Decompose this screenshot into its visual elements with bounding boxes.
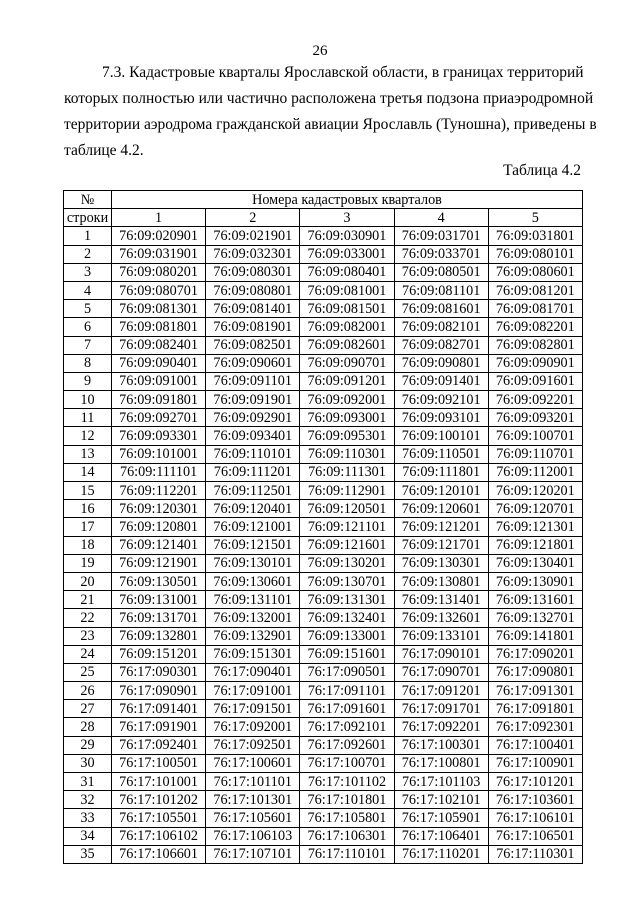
column-number: 2: [206, 209, 300, 227]
cadastral-number-cell: 76:09:132701: [488, 609, 582, 627]
row-number-cell: 1: [64, 227, 112, 245]
cadastral-number-cell: 76:17:092601: [300, 736, 394, 754]
page-number: 26: [312, 43, 328, 59]
table-row: [64, 591, 583, 609]
table-row: [64, 718, 583, 736]
row-number-cell: 20: [64, 572, 112, 590]
row-number-cell: 2: [64, 245, 112, 263]
table-row: [64, 391, 583, 409]
table-row: [64, 791, 583, 809]
table-row: [64, 227, 583, 245]
cadastral-number-cell: 76:09:121901: [112, 554, 206, 572]
cadastral-number-cell: 76:17:100301: [394, 736, 488, 754]
cadastral-number-cell: 76:09:092001: [300, 391, 394, 409]
row-number-cell: 7: [64, 336, 112, 354]
table-row: [64, 245, 583, 263]
cadastral-number-cell: 76:09:130801: [394, 572, 488, 590]
cadastral-number-cell: 76:09:082001: [300, 318, 394, 336]
cadastral-number-cell: 76:17:110101: [300, 845, 394, 863]
cadastral-number-cell: 76:09:082501: [206, 336, 300, 354]
cadastral-number-cell: 76:09:121801: [488, 536, 582, 554]
cadastral-number-cell: 76:17:110201: [394, 845, 488, 863]
cadastral-number-cell: 76:09:110701: [488, 445, 582, 463]
row-number-cell: 32: [64, 791, 112, 809]
cadastral-number-cell: 76:09:020901: [112, 227, 206, 245]
cadastral-number-cell: 76:17:100801: [394, 754, 488, 772]
table-row: [64, 700, 583, 718]
cadastral-number-cell: 76:09:112001: [488, 463, 582, 481]
row-number-cell: 27: [64, 700, 112, 718]
row-number-cell: 5: [64, 300, 112, 318]
cadastral-number-cell: 76:09:021901: [206, 227, 300, 245]
cadastral-number-cell: 76:09:120501: [300, 500, 394, 518]
cadastral-number-cell: 76:09:120601: [394, 500, 488, 518]
cadastral-number-cell: 76:17:091401: [112, 700, 206, 718]
paragraph-line: которых полностью или частично расположена третья подзона приаэродромной: [64, 90, 594, 107]
cadastral-number-cell: 76:17:091101: [300, 682, 394, 700]
cadastral-number-cell: 76:09:091801: [112, 391, 206, 409]
cadastral-number-cell: 76:09:112201: [112, 482, 206, 500]
cadastral-number-cell: 76:17:100701: [300, 754, 394, 772]
cadastral-number-cell: 76:09:111301: [300, 463, 394, 481]
row-number-cell: 34: [64, 827, 112, 845]
row-number-cell: 31: [64, 773, 112, 791]
cadastral-number-cell: 76:17:101001: [112, 773, 206, 791]
row-number-cell: 15: [64, 482, 112, 500]
cadastral-number-cell: 76:09:093301: [112, 427, 206, 445]
cadastral-number-cell: 76:09:082701: [394, 336, 488, 354]
row-number-cell: 18: [64, 536, 112, 554]
row-number-cell: 8: [64, 354, 112, 372]
row-number-cell: 12: [64, 427, 112, 445]
cadastral-number-cell: 76:09:141801: [488, 627, 582, 645]
cadastral-number-cell: 76:09:110101: [206, 445, 300, 463]
cadastral-number-cell: 76:09:081801: [112, 318, 206, 336]
cadastral-number-cell: 76:09:082801: [488, 336, 582, 354]
cadastral-number-cell: 76:17:091001: [206, 682, 300, 700]
cadastral-number-cell: 76:17:100601: [206, 754, 300, 772]
table-row: [64, 572, 583, 590]
cadastral-number-cell: 76:09:132601: [394, 609, 488, 627]
cadastral-number-cell: 76:09:111101: [112, 463, 206, 481]
cadastral-number-cell: 76:09:081501: [300, 300, 394, 318]
cadastral-number-cell: 76:09:130901: [488, 572, 582, 590]
row-number-cell: 30: [64, 754, 112, 772]
cadastral-number-cell: 76:09:091901: [206, 391, 300, 409]
cadastral-number-cell: 76:09:081201: [488, 281, 582, 299]
table-row: [64, 281, 583, 299]
cadastral-number-cell: 76:09:081001: [300, 281, 394, 299]
cadastral-number-cell: 76:17:110301: [488, 845, 582, 863]
table-row: [64, 427, 583, 445]
cadastral-number-cell: 76:09:031901: [112, 245, 206, 263]
cadastral-number-cell: 76:17:107101: [206, 845, 300, 863]
cadastral-number-cell: 76:17:090801: [488, 663, 582, 681]
cadastral-number-cell: 76:17:105501: [112, 809, 206, 827]
cadastral-number-cell: 76:09:033001: [300, 245, 394, 263]
cadastral-number-cell: 76:09:093401: [206, 427, 300, 445]
cadastral-number-cell: 76:09:090901: [488, 354, 582, 372]
cadastral-number-cell: 76:09:132901: [206, 627, 300, 645]
cadastral-number-cell: 76:17:105901: [394, 809, 488, 827]
table-subheader-row: [64, 209, 583, 227]
row-number-cell: 25: [64, 663, 112, 681]
cadastral-number-cell: 76:17:090501: [300, 663, 394, 681]
cadastral-number-cell: 76:09:131601: [488, 591, 582, 609]
cadastral-number-cell: 76:09:111801: [394, 463, 488, 481]
table-row: [64, 300, 583, 318]
cadastral-number-cell: 76:09:082101: [394, 318, 488, 336]
table-header-row: [64, 191, 583, 209]
cadastral-number-cell: 76:17:106301: [300, 827, 394, 845]
table-row: [64, 445, 583, 463]
cadastral-number-cell: 76:09:032301: [206, 245, 300, 263]
cadastral-number-cell: 76:17:090901: [112, 682, 206, 700]
cadastral-number-cell: 76:17:092101: [300, 718, 394, 736]
cadastral-number-cell: 76:09:130401: [488, 554, 582, 572]
cadastral-number-cell: 76:09:082601: [300, 336, 394, 354]
cadastral-number-cell: 76:09:080601: [488, 263, 582, 281]
cadastral-number-cell: 76:09:081701: [488, 300, 582, 318]
table-row: [64, 500, 583, 518]
table-row: [64, 536, 583, 554]
table-row: [64, 627, 583, 645]
table-row: [64, 463, 583, 481]
row-number-cell: 9: [64, 372, 112, 390]
cadastral-number-cell: 76:09:093001: [300, 409, 394, 427]
table-row: [64, 263, 583, 281]
cadastral-number-cell: 76:17:092201: [394, 718, 488, 736]
header-number: №: [64, 191, 112, 209]
cadastral-number-cell: 76:09:120401: [206, 500, 300, 518]
cadastral-number-cell: 76:09:121001: [206, 518, 300, 536]
row-number-cell: 22: [64, 609, 112, 627]
cadastral-number-cell: 76:09:132401: [300, 609, 394, 627]
cadastral-number-cell: 76:09:112901: [300, 482, 394, 500]
cadastral-number-cell: 76:09:080201: [112, 263, 206, 281]
cadastral-number-cell: 76:09:110301: [300, 445, 394, 463]
cadastral-number-cell: 76:09:111201: [206, 463, 300, 481]
table-row: [64, 609, 583, 627]
cadastral-number-cell: 76:09:112501: [206, 482, 300, 500]
cadastral-number-cell: 76:09:151201: [112, 645, 206, 663]
cadastral-number-cell: 76:09:120701: [488, 500, 582, 518]
cadastral-number-cell: 76:17:106102: [112, 827, 206, 845]
cadastral-number-cell: 76:09:080401: [300, 263, 394, 281]
cadastral-number-cell: 76:09:121501: [206, 536, 300, 554]
table-row: [64, 354, 583, 372]
cadastral-number-cell: 76:17:101201: [488, 773, 582, 791]
cadastral-number-cell: 76:09:132001: [206, 609, 300, 627]
cadastral-number-cell: 76:09:093101: [394, 409, 488, 427]
cadastral-number-cell: 76:17:105801: [300, 809, 394, 827]
row-number-cell: 11: [64, 409, 112, 427]
cadastral-number-cell: 76:09:110501: [394, 445, 488, 463]
row-number-cell: 21: [64, 591, 112, 609]
cadastral-number-cell: 76:09:081301: [112, 300, 206, 318]
cadastral-number-cell: 76:09:080301: [206, 263, 300, 281]
paragraph: [64, 60, 597, 164]
table-row: [64, 518, 583, 536]
table-row: [64, 645, 583, 663]
cadastral-number-cell: 76:09:092201: [488, 391, 582, 409]
cadastral-number-cell: 76:09:082201: [488, 318, 582, 336]
cadastral-number-cell: 76:17:101301: [206, 791, 300, 809]
cadastral-number-cell: 76:09:133001: [300, 627, 394, 645]
cadastral-number-cell: 76:09:092701: [112, 409, 206, 427]
cadastral-number-cell: 76:17:105601: [206, 809, 300, 827]
cadastral-number-cell: 76:09:082401: [112, 336, 206, 354]
cadastral-number-cell: 76:09:130201: [300, 554, 394, 572]
row-number-cell: 35: [64, 845, 112, 863]
cadastral-number-cell: 76:17:101101: [206, 773, 300, 791]
cadastral-number-cell: 76:09:091601: [488, 372, 582, 390]
cadastral-number-cell: 76:17:092001: [206, 718, 300, 736]
cadastral-number-cell: 76:09:092101: [394, 391, 488, 409]
cadastral-number-cell: 76:17:091901: [112, 718, 206, 736]
cadastral-number-cell: 76:09:121201: [394, 518, 488, 536]
cadastral-number-cell: 76:17:100901: [488, 754, 582, 772]
cadastral-number-cell: 76:09:132801: [112, 627, 206, 645]
table-row: [64, 336, 583, 354]
table-body: [64, 227, 583, 864]
row-number-cell: 13: [64, 445, 112, 463]
cadastral-number-cell: 76:09:090801: [394, 354, 488, 372]
cadastral-number-cell: 76:09:151601: [300, 645, 394, 663]
cadastral-number-cell: 76:09:131301: [300, 591, 394, 609]
cadastral-number-cell: 76:09:080501: [394, 263, 488, 281]
row-number-cell: 23: [64, 627, 112, 645]
cadastral-number-cell: 76:09:100101: [394, 427, 488, 445]
cadastral-number-cell: 76:09:081901: [206, 318, 300, 336]
table-row: [64, 809, 583, 827]
cadastral-number-cell: 76:09:121701: [394, 536, 488, 554]
table-caption: Таблица 4.2: [503, 162, 581, 179]
cadastral-number-cell: 76:09:091001: [112, 372, 206, 390]
cadastral-number-cell: 76:17:090301: [112, 663, 206, 681]
row-number-cell: 28: [64, 718, 112, 736]
table-row: [64, 372, 583, 390]
table-row: [64, 773, 583, 791]
cadastral-number-cell: 76:17:091301: [488, 682, 582, 700]
row-number-cell: 33: [64, 809, 112, 827]
table-row: [64, 754, 583, 772]
cadastral-number-cell: 76:17:090401: [206, 663, 300, 681]
table-row: [64, 827, 583, 845]
cadastral-number-cell: 76:17:106601: [112, 845, 206, 863]
cadastral-number-cell: 76:17:091201: [394, 682, 488, 700]
row-number-cell: 26: [64, 682, 112, 700]
cadastral-number-cell: 76:17:101103: [394, 773, 488, 791]
cadastral-number-cell: 76:09:093201: [488, 409, 582, 427]
row-number-cell: 4: [64, 281, 112, 299]
row-number-cell: 19: [64, 554, 112, 572]
cadastral-number-cell: 76:17:100501: [112, 754, 206, 772]
paragraph-line: таблице 4.2.: [64, 142, 144, 159]
cadastral-number-cell: 76:09:091201: [300, 372, 394, 390]
table-row: [64, 482, 583, 500]
cadastral-number-cell: 76:09:120301: [112, 500, 206, 518]
cadastral-number-cell: 76:09:101001: [112, 445, 206, 463]
row-number-cell: 6: [64, 318, 112, 336]
row-number-cell: 17: [64, 518, 112, 536]
row-number-cell: 24: [64, 645, 112, 663]
cadastral-number-cell: 76:09:081101: [394, 281, 488, 299]
cadastral-table: [63, 190, 583, 864]
cadastral-number-cell: 76:09:090601: [206, 354, 300, 372]
cadastral-number-cell: 76:09:033701: [394, 245, 488, 263]
cadastral-number-cell: 76:09:121601: [300, 536, 394, 554]
column-number: 4: [394, 209, 488, 227]
row-number-cell: 3: [64, 263, 112, 281]
cadastral-number-cell: 76:17:106501: [488, 827, 582, 845]
cadastral-number-cell: 76:09:121401: [112, 536, 206, 554]
table-row: [64, 736, 583, 754]
cadastral-number-cell: 76:09:131001: [112, 591, 206, 609]
cadastral-number-cell: 76:17:092301: [488, 718, 582, 736]
header-row-label: строки: [64, 209, 112, 227]
cadastral-number-cell: 76:09:080701: [112, 281, 206, 299]
cadastral-number-cell: 76:09:030901: [300, 227, 394, 245]
cadastral-number-cell: 76:17:106401: [394, 827, 488, 845]
table-row: [64, 554, 583, 572]
cadastral-number-cell: 76:17:101102: [300, 773, 394, 791]
cadastral-number-cell: 76:09:120801: [112, 518, 206, 536]
cadastral-number-cell: 76:09:120201: [488, 482, 582, 500]
paragraph-line: территории аэродрома гражданской авиации Ярославль (Туношна), приведены в: [64, 116, 597, 133]
cadastral-number-cell: 76:09:121101: [300, 518, 394, 536]
cadastral-number-cell: 76:09:133101: [394, 627, 488, 645]
cadastral-number-cell: 76:09:081401: [206, 300, 300, 318]
table-row: [64, 318, 583, 336]
cadastral-number-cell: 76:17:091801: [488, 700, 582, 718]
cadastral-number-cell: 76:09:131101: [206, 591, 300, 609]
cadastral-number-cell: 76:09:091401: [394, 372, 488, 390]
table-row: [64, 682, 583, 700]
cadastral-number-cell: 76:17:106103: [206, 827, 300, 845]
cadastral-number-cell: 76:09:100701: [488, 427, 582, 445]
cadastral-number-cell: 76:17:090701: [394, 663, 488, 681]
cadastral-number-cell: 76:09:031801: [488, 227, 582, 245]
cadastral-number-cell: 76:09:130301: [394, 554, 488, 572]
table-row: [64, 409, 583, 427]
row-number-cell: 29: [64, 736, 112, 754]
cadastral-number-cell: 76:09:092901: [206, 409, 300, 427]
cadastral-number-cell: 76:09:090701: [300, 354, 394, 372]
cadastral-number-cell: 76:09:121301: [488, 518, 582, 536]
cadastral-number-cell: 76:17:091701: [394, 700, 488, 718]
cadastral-number-cell: 76:17:090201: [488, 645, 582, 663]
table-row: [64, 845, 583, 863]
cadastral-number-cell: 76:17:092401: [112, 736, 206, 754]
column-number: 1: [112, 209, 206, 227]
paragraph-line: 7.3. Кадастровые кварталы Ярославской области, в границах территорий: [102, 64, 584, 81]
cadastral-number-cell: 76:09:091101: [206, 372, 300, 390]
column-number: 5: [488, 209, 582, 227]
cadastral-number-cell: 76:09:130701: [300, 572, 394, 590]
row-number-cell: 10: [64, 391, 112, 409]
cadastral-number-cell: 76:17:106101: [488, 809, 582, 827]
cadastral-number-cell: 76:09:131701: [112, 609, 206, 627]
column-number: 3: [300, 209, 394, 227]
cadastral-number-cell: 76:09:095301: [300, 427, 394, 445]
row-number-cell: 14: [64, 463, 112, 481]
cadastral-number-cell: 76:17:090101: [394, 645, 488, 663]
cadastral-number-cell: 76:17:101202: [112, 791, 206, 809]
cadastral-number-cell: 76:09:130101: [206, 554, 300, 572]
cadastral-number-cell: 76:09:080801: [206, 281, 300, 299]
cadastral-number-cell: 76:09:151301: [206, 645, 300, 663]
cadastral-number-cell: 76:17:091501: [206, 700, 300, 718]
cadastral-number-cell: 76:09:120101: [394, 482, 488, 500]
cadastral-number-cell: 76:17:092501: [206, 736, 300, 754]
cadastral-number-cell: 76:09:081601: [394, 300, 488, 318]
row-number-cell: 16: [64, 500, 112, 518]
cadastral-number-cell: 76:09:130501: [112, 572, 206, 590]
header-group: Номера кадастровых кварталов: [112, 191, 583, 209]
cadastral-number-cell: 76:17:101801: [300, 791, 394, 809]
cadastral-number-cell: 76:09:090401: [112, 354, 206, 372]
cadastral-number-cell: 76:17:100401: [488, 736, 582, 754]
cadastral-number-cell: 76:17:091601: [300, 700, 394, 718]
cadastral-number-cell: 76:09:080101: [488, 245, 582, 263]
cadastral-number-cell: 76:09:130601: [206, 572, 300, 590]
cadastral-number-cell: 76:17:103601: [488, 791, 582, 809]
cadastral-number-cell: 76:17:102101: [394, 791, 488, 809]
cadastral-number-cell: 76:09:031701: [394, 227, 488, 245]
cadastral-number-cell: 76:09:131401: [394, 591, 488, 609]
table-row: [64, 663, 583, 681]
